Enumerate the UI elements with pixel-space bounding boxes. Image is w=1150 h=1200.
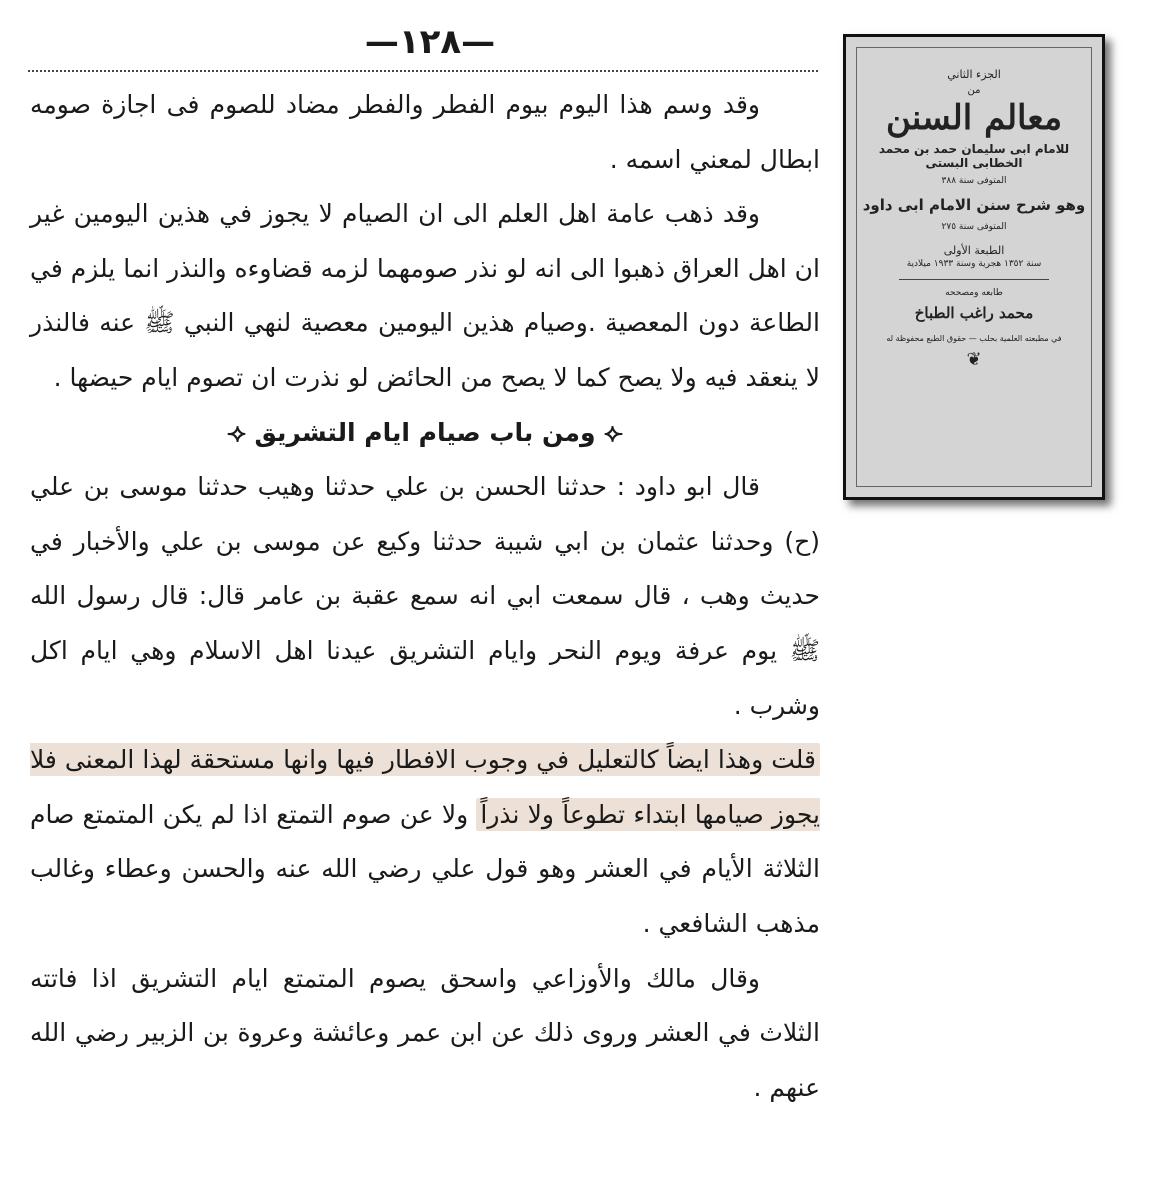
ornament-icon: ⟣ [227,417,255,447]
cover-publisher: محمد راغب الطباخ [914,304,1034,322]
cover-commentary: وهو شرح سنن الامام ابى داود [862,196,1086,214]
paragraph-4 [30,733,820,951]
book-cover [843,34,1105,500]
cover-year: سنة ١٣٥٢ هجرية وسنة ١٩٣٣ ميلادية [906,259,1042,269]
book-cover-frame [856,47,1092,487]
cover-rule [899,279,1049,280]
paragraph-2: وقد ذهب عامة اهل العلم الى ان الصيام لا يجوز في هذين اليومين غير ان اهل العراق ذهبوا الى انه لو نذر صومهما لزمه قضاوءه والنذر انما يلزم في الطاعة دون المعصية .وصيام هذين اليومين معصية لنهي النبي ﷺ عنه فالنذر لا ينعقد فيه ولا يصح كما لا يصح من الحائض لو نذرت ان تصوم ايام حيضها . [30,199,820,392]
cover-part: الجزء الثاني [947,68,1001,81]
paragraph-3: قال ابو داود : حدثنا الحسن بن علي حدثنا وهيب حدثنا موسى بن علي (ح) وحدثنا عثمان بن ابي شيبة حدثنا وكيع عن موسى بن علي والأخبار في حديث وهب ، قال سمعت ابي انه سمع عقبة بن عامر قال: قال رسول الله ﷺ يوم عرفة ويوم النحر وايام التشريق عيدنا اهل الاسلام وهي ايام اكل وشرب . [30,472,820,720]
cover-publisher-label: طابعه ومصححه [945,288,1003,298]
cover-commentary-death: المتوفى سنة ٢٧٥ [941,222,1007,232]
section-heading [30,406,820,461]
paragraph-4-rest: ولا عن صوم التمتع اذا لم يكن المتمتع صام الثلاثة الأيام في العشر وهو قول علي رضي الله عنه والحسن وعطاء وغالب مذهب الشافعي . [30,799,820,938]
ornament-icon: ⟢ [595,417,623,447]
cover-ornament-icon: ❦ [966,349,982,370]
section-heading-text: ومن باب صيام ايام التشريق [254,417,596,447]
header-rule [28,70,818,72]
paragraph-1: وقد وسم هذا اليوم بيوم الفطر والفطر مضاد للصوم فى اجازة صومه ابطال لمعني اسمه . [30,90,820,174]
cover-author-death: المتوفى سنة ٣٨٨ [941,176,1007,186]
cover-press: في مطبعته العلمية بحلب — حقوق الطبع محفوظة له [886,334,1062,343]
cover-title: معالم السنن [885,98,1063,138]
cover-edition: الطبعة الأولى [943,244,1005,257]
highlighted-passage: قلت وهذا ايضاً كالتعليل في وجوب الافطار فيها وانها مستحقة لهذا المعنى فلا يجوز صيامها ابتداء تطوعاً ولا نذراً [30,745,820,829]
cover-from: من [967,85,981,96]
paragraph-5: وقال مالك والأوزاعي واسحق يصوم المتمتع ايام التشريق اذا فاتته الثلاث في العشر وروى ذلك عن ابن عمر وعائشة وعروة بن الزبير رضي الله عنهم . [30,963,820,1102]
page-body [30,78,820,1115]
cover-author: للامام ابى سليمان حمد بن محمد الخطابى البستى [878,142,1070,170]
page-number: —١٢٨— [364,22,496,62]
